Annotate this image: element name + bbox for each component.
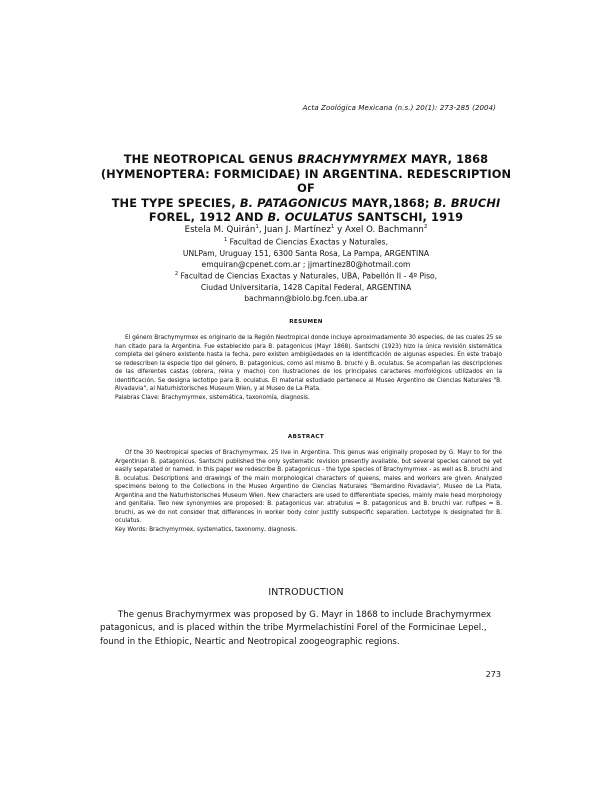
author-list: Estela M. Quirán$^1$, Juan J. Martínez$^1$ y Axel O. Bachmann$^2$ [184, 224, 428, 235]
abstract-text: Of the 30 Neotropical species of Brachymyrmex, 25 live in Argentina. This genus was originally proposed by G. Mayr to for the Argentinian B. patagonicus. Santschi published the only systematic revision presently available, but several species cannot be yet easily separated or named. In this paper we redescribe B. patagonicus - the type species of Brachymyrmex - as well as B. bruchi and B. oculatus. Descriptions and drawings of the main morphological characters of queens, males and workers are given. Analyzed specimens belong to the Collections in the Museo Argentino de Ciencias Naturales "Bernardino Rivadavia", Museo de La Plata, Argentina and the Naturhistorisches Museum Wien. New characters are used to differentiate species, mainly male head morphology and genitalia. Two new synonymies are proposed: B. patagonicus var. atratulus = B. patagonicus and B. bruchi var. rufipes = B. bruchi, as we do not consider that differences in worker body color justify subspecific separation. Lectotype is designated for B. oculatus. [115, 450, 502, 525]
title-line-4: FOREL, 1912 AND B. OCULATUS SANTSCHI, 1919 [148, 210, 464, 224]
resumen-heading: RESUMEN [289, 319, 323, 325]
affiliation-2: $^2$ Facultad de Ciencias Exactas y Naturales, UBA, Pabellón II - 4º Piso, Ciudad Universitaria, 1428 Capital Federal, ARGENTINA bachmann@biolo.bg.fcen.uba.ar [120, 269, 492, 305]
journal-reference: Acta Zoológica Mexicana (n.s.) 20(1): 273-285 (2004) [302, 104, 496, 112]
title-line-2: (HYMENOPTERA: FORMICIDAE) IN ARGENTINA. REDESCRIPTION OF [100, 166, 512, 195]
email-1: emquiran@cpenet.com.ar ; jjmartinez80@hotmail.com [201, 260, 411, 270]
palabras-clave: Palabras Clave: Brachymyrmex, sistemática, taxonomía, diagnosis. [115, 394, 310, 401]
introduction-text: The genus Brachymyrmex was proposed by G. Mayr in 1868 to include Brachymyrmex patagonicus, and is placed within the tribe Myrmelachistini Forel of the Formicinae Lepel., found in the Ethiopic, Neartic and Neotropical zoogeographic regions. [100, 610, 492, 647]
resumen-body [115, 334, 502, 402]
email-2: bachmann@biolo.bg.fcen.uba.ar [244, 294, 368, 304]
resumen-text: El género Brachymyrmex es originario de la Región Neotropical donde incluye aproximadamente 30 especies, de las cuales 25 se han citado para la Argentina. Fue establecido para B. patagonicus (Mayr 1868). Santschi (1923) hizo la única revisión sistemática completa del género existente hasta la fecha, pero existen ambigüedades en la identificación de algunas especies. En este trabajo se redescriben la especie tipo del género, B. patagonicus, como así mismo B. bruchi y B. oculatus. Se acompañan las descripciones de las diferentes castas (obrera, reina y macho) con ilustraciones de los principales caracteres morfológicos utilizados en la identificación. Se designa lectotipo para B. oculatus. El material estudiado pertenece al Museo Argentino de Ciencias Naturales "B. Rivadavia", al Naturhistorisches Museum Wien, y al Museo de La Plata. [115, 335, 502, 393]
introduction-body [100, 609, 514, 649]
key-words: Key Words: Brachymyrmex, systematics, taxonomy, diagnosis. [115, 526, 297, 533]
abstract-heading: ABSTRACT [287, 434, 325, 440]
page-number: 273 [485, 670, 501, 679]
introduction-heading: INTRODUCTION [268, 587, 344, 598]
article-title [100, 152, 512, 225]
affiliation-1: $^1$ Facultad de Ciencias Exactas y Naturales, UNLPam, Uruguay 151, 6300 Santa Rosa, La Pampa, ARGENTINA emquiran@cpenet.com.ar ; jjmartinez80@hotmail.com [120, 235, 492, 271]
title-line-3: THE TYPE SPECIES, B. PATAGONICUS MAYR,1868; B. BRUCHI [111, 195, 501, 210]
abstract-body [115, 449, 502, 534]
title-line-1: THE NEOTROPICAL GENUS BRACHYMYRMEX MAYR, 1868 [123, 152, 489, 166]
